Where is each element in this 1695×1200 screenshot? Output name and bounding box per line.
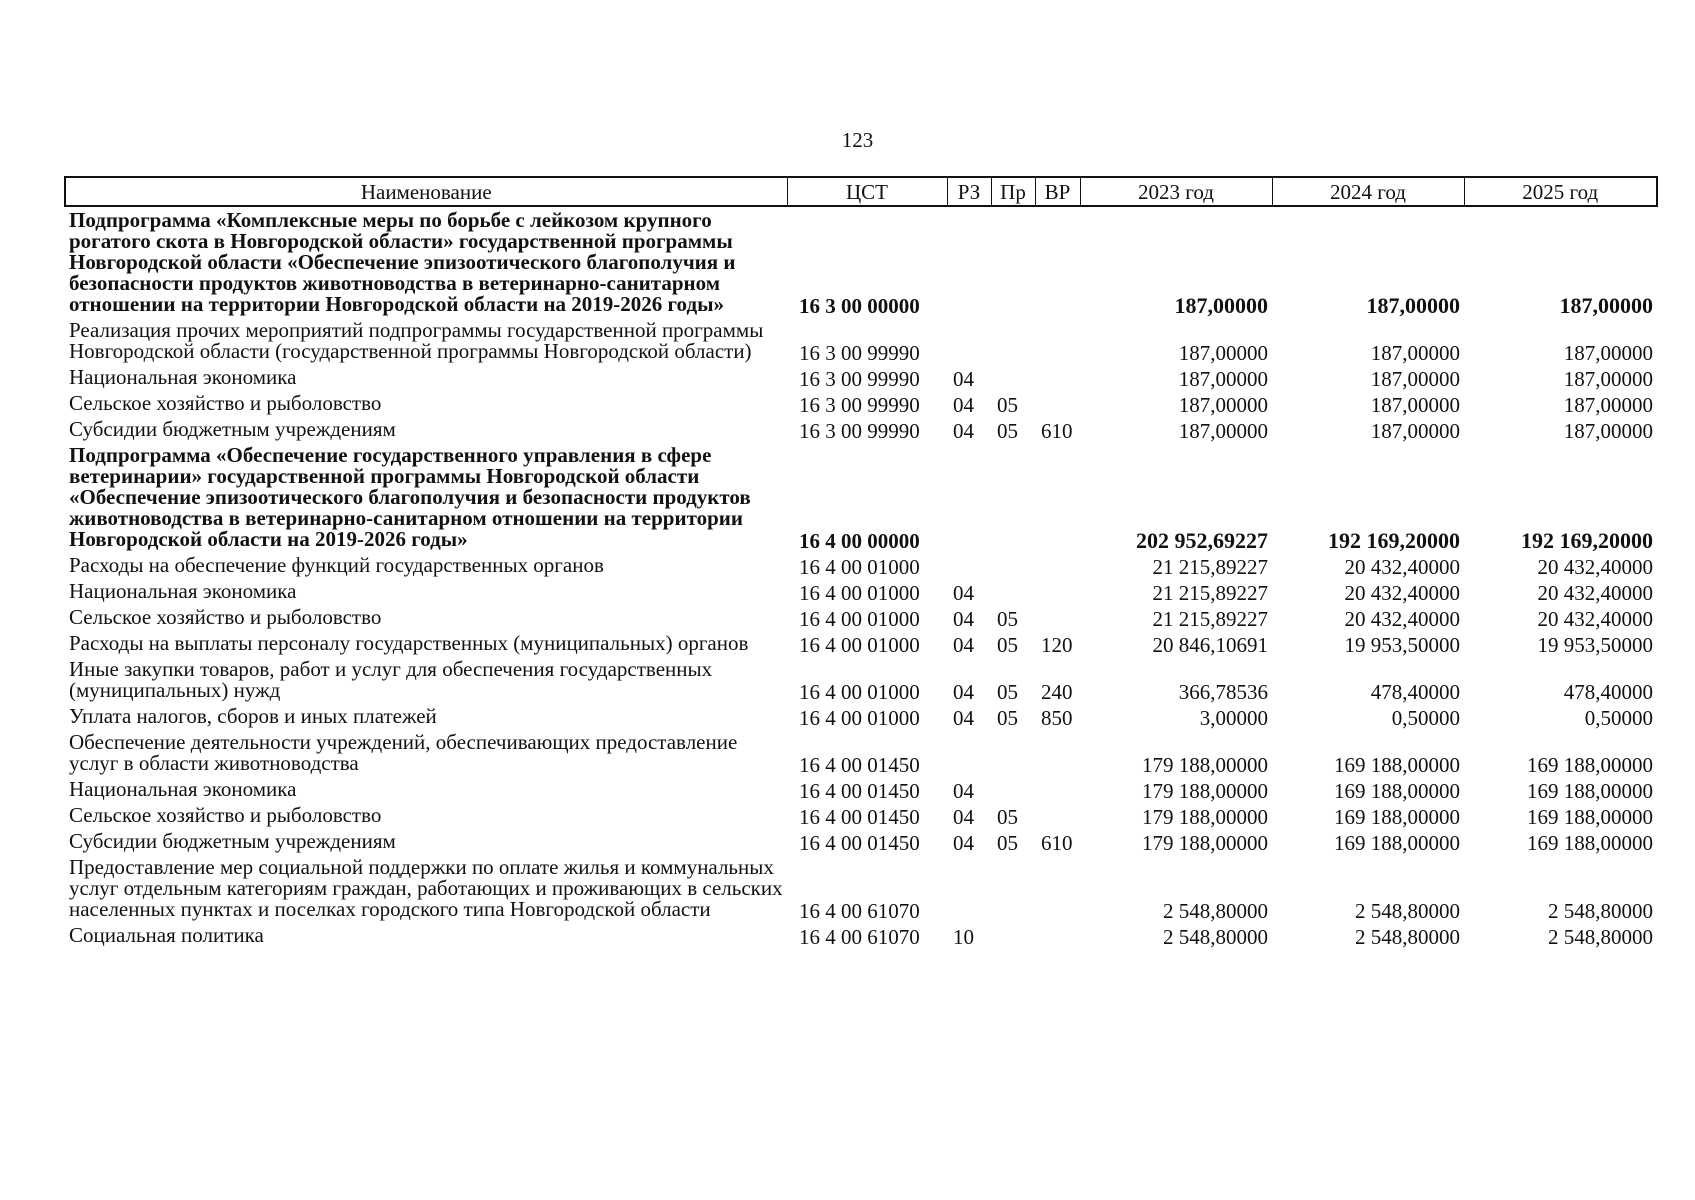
table-row — [65, 604, 1657, 630]
cell-2025: 169 188,00000 — [1527, 831, 1653, 855]
cell-2025: 187,00000 — [1563, 393, 1653, 417]
cell-2023: 21 215,89227 — [1152, 581, 1268, 605]
cell-name: Сельское хозяйство и рыболовство — [69, 391, 382, 415]
cell-rz — [947, 206, 991, 317]
table-header-row — [65, 177, 1657, 206]
cell-2024: 0,50000 — [1391, 706, 1460, 730]
table-row — [65, 317, 1657, 364]
cell-2024: 169 188,00000 — [1334, 831, 1460, 855]
cell-2025: 2 548,80000 — [1548, 899, 1653, 923]
cell-2024: 169 188,00000 — [1334, 805, 1460, 829]
cell-vr — [1035, 317, 1080, 364]
header-2024: 2024 год — [1272, 177, 1464, 206]
cell-2023: 20 846,10691 — [1152, 633, 1268, 657]
cell-rz: 04 — [953, 581, 974, 605]
cell-2023: 3,00000 — [1199, 706, 1268, 730]
cell-2025: 187,00000 — [1559, 293, 1653, 318]
cell-vr: 120 — [1041, 633, 1073, 657]
cell-2025: 19 953,50000 — [1537, 633, 1653, 657]
cell-2024: 478,40000 — [1370, 680, 1460, 704]
cell-pr: 05 — [997, 706, 1018, 730]
cell-2024: 192 169,20000 — [1328, 528, 1460, 553]
cell-rz: 04 — [953, 805, 974, 829]
cell-2025: 20 432,40000 — [1537, 607, 1653, 631]
cell-2025: 187,00000 — [1563, 367, 1653, 391]
cell-pr — [991, 854, 1035, 922]
header-vr: ВР — [1035, 177, 1080, 206]
cell-2023: 2 548,80000 — [1163, 899, 1268, 923]
cell-code: 16 4 00 01450 — [799, 753, 920, 777]
cell-vr — [1035, 578, 1080, 604]
cell-rz — [947, 317, 991, 364]
cell-name: Уплата налогов, сборов и иных платежей — [69, 704, 437, 728]
cell-vr: 240 — [1041, 680, 1073, 704]
cell-rz — [947, 442, 991, 552]
cell-vr — [1035, 390, 1080, 416]
cell-code: 16 3 00 00000 — [799, 294, 920, 318]
cell-2023: 366,78536 — [1178, 680, 1268, 704]
table-row — [65, 578, 1657, 604]
cell-vr — [1035, 604, 1080, 630]
cell-name: Обеспечение деятельности учреждений, обеспечивающих предоставление услуг в области животноводства — [69, 730, 738, 775]
table-row — [65, 776, 1657, 802]
cell-name: Подпрограмма «Обеспечение государственного управления в сфере ветеринарии» государственной программы Новгородской области «Обеспечение эпизоотического благополучия и безопасности продуктов животноводства в ветеринарно-санитарном отношении на территории Новгородской области на 2019-2026 годы» — [69, 443, 751, 551]
table-row — [65, 630, 1657, 656]
cell-vr — [1035, 206, 1080, 317]
cell-2024: 169 188,00000 — [1334, 779, 1460, 803]
cell-pr — [991, 364, 1035, 390]
cell-2024: 2 548,80000 — [1355, 899, 1460, 923]
cell-2023: 187,00000 — [1178, 341, 1268, 365]
cell-2025: 169 188,00000 — [1527, 805, 1653, 829]
table-row — [65, 442, 1657, 552]
cell-2024: 20 432,40000 — [1344, 581, 1460, 605]
table-row — [65, 552, 1657, 578]
cell-pr: 05 — [997, 805, 1018, 829]
cell-2025: 192 169,20000 — [1521, 528, 1653, 553]
table-row — [65, 828, 1657, 854]
cell-2023: 21 215,89227 — [1152, 607, 1268, 631]
cell-code: 16 4 00 61070 — [799, 925, 920, 949]
cell-2023: 2 548,80000 — [1163, 925, 1268, 949]
cell-pr — [991, 552, 1035, 578]
cell-vr — [1035, 776, 1080, 802]
cell-rz: 04 — [953, 367, 974, 391]
cell-pr: 05 — [997, 607, 1018, 631]
cell-rz: 04 — [953, 680, 974, 704]
cell-rz: 04 — [953, 419, 974, 443]
cell-2024: 187,00000 — [1370, 393, 1460, 417]
cell-name: Национальная экономика — [69, 579, 297, 603]
cell-name: Национальная экономика — [69, 365, 297, 389]
table-body — [65, 206, 1657, 948]
cell-pr — [991, 922, 1035, 948]
cell-rz — [947, 552, 991, 578]
cell-2023: 187,00000 — [1174, 293, 1268, 318]
cell-pr — [991, 206, 1035, 317]
table-row — [65, 364, 1657, 390]
cell-code: 16 3 00 99990 — [799, 419, 920, 443]
cell-2023: 179 188,00000 — [1142, 831, 1268, 855]
table-row — [65, 922, 1657, 948]
cell-code: 16 3 00 99990 — [799, 393, 920, 417]
table-row — [65, 390, 1657, 416]
cell-rz — [947, 854, 991, 922]
table-row — [65, 206, 1657, 317]
cell-2023: 187,00000 — [1178, 367, 1268, 391]
header-2025: 2025 год — [1464, 177, 1657, 206]
header-rz: РЗ — [947, 177, 991, 206]
cell-vr — [1035, 552, 1080, 578]
cell-2025: 0,50000 — [1584, 706, 1653, 730]
cell-code: 16 4 00 01000 — [799, 607, 920, 631]
cell-vr: 850 — [1041, 706, 1073, 730]
cell-rz — [947, 729, 991, 776]
cell-rz: 04 — [953, 633, 974, 657]
cell-name: Субсидии бюджетным учреждениям — [69, 829, 396, 853]
cell-code: 16 3 00 99990 — [799, 341, 920, 365]
cell-code: 16 4 00 01000 — [799, 581, 920, 605]
cell-vr: 610 — [1041, 419, 1073, 443]
header-name: Наименование — [65, 177, 787, 206]
cell-name: Подпрограмма «Комплексные меры по борьбе с лейкозом крупного рогатого скота в Новгородской области» государственной программы Новгородской области «Обеспечение эпизоотического благополучия и безопасности продуктов животноводства в ветеринарно-санитарном отношении на территории Новгородской области на 2019-2026 годы» — [69, 208, 736, 316]
cell-2023: 187,00000 — [1178, 419, 1268, 443]
table-row — [65, 656, 1657, 703]
cell-2025: 2 548,80000 — [1548, 925, 1653, 949]
cell-vr — [1035, 729, 1080, 776]
cell-pr: 05 — [997, 419, 1018, 443]
cell-code: 16 4 00 01000 — [799, 633, 920, 657]
cell-pr — [991, 776, 1035, 802]
cell-name: Социальная политика — [69, 923, 264, 947]
cell-name: Субсидии бюджетным учреждениям — [69, 417, 396, 441]
cell-2025: 187,00000 — [1563, 341, 1653, 365]
cell-2025: 20 432,40000 — [1537, 555, 1653, 579]
table-row — [65, 703, 1657, 729]
cell-rz: 04 — [953, 393, 974, 417]
cell-2024: 20 432,40000 — [1344, 607, 1460, 631]
page-number: 123 — [841, 128, 874, 152]
cell-2023: 21 215,89227 — [1152, 555, 1268, 579]
cell-2023: 179 188,00000 — [1142, 779, 1268, 803]
cell-name: Сельское хозяйство и рыболовство — [69, 803, 382, 827]
cell-2024: 2 548,80000 — [1355, 925, 1460, 949]
header-code: ЦСТ — [787, 177, 947, 206]
cell-code: 16 4 00 01450 — [799, 831, 920, 855]
cell-code: 16 4 00 01450 — [799, 779, 920, 803]
cell-2024: 20 432,40000 — [1344, 555, 1460, 579]
cell-vr — [1035, 922, 1080, 948]
cell-pr — [991, 729, 1035, 776]
cell-code: 16 4 00 00000 — [799, 529, 920, 553]
cell-2024: 187,00000 — [1370, 419, 1460, 443]
cell-name: Расходы на обеспечение функций государственных органов — [69, 553, 604, 577]
cell-2024: 169 188,00000 — [1334, 753, 1460, 777]
table-row — [65, 802, 1657, 828]
cell-pr — [991, 317, 1035, 364]
cell-rz: 04 — [953, 706, 974, 730]
cell-vr — [1035, 802, 1080, 828]
cell-rz: 04 — [953, 779, 974, 803]
cell-code: 16 4 00 61070 — [799, 899, 920, 923]
cell-pr — [991, 578, 1035, 604]
cell-code: 16 4 00 01000 — [799, 706, 920, 730]
cell-name: Предоставление мер социальной поддержки по оплате жилья и коммунальных услуг отдельным категориям граждан, работающих и проживающих в сельских населенных пунктах и поселках городского типа Новгородской области — [69, 855, 783, 921]
cell-code: 16 4 00 01000 — [799, 680, 920, 704]
cell-vr — [1035, 364, 1080, 390]
cell-rz: 04 — [953, 607, 974, 631]
cell-2023: 187,00000 — [1178, 393, 1268, 417]
table-row — [65, 854, 1657, 922]
cell-2023: 202 952,69227 — [1136, 528, 1268, 553]
header-pr: Пр — [991, 177, 1035, 206]
cell-2024: 187,00000 — [1370, 341, 1460, 365]
cell-2025: 187,00000 — [1563, 419, 1653, 443]
cell-2025: 20 432,40000 — [1537, 581, 1653, 605]
table-row — [65, 416, 1657, 442]
cell-name: Расходы на выплаты персоналу государственных (муниципальных) органов — [69, 631, 749, 655]
cell-2024: 187,00000 — [1366, 293, 1460, 318]
cell-name: Реализация прочих мероприятий подпрограммы государственной программы Новгородской области (государственной программы Новгородской области) — [69, 318, 764, 363]
cell-2025: 169 188,00000 — [1527, 753, 1653, 777]
cell-vr — [1035, 854, 1080, 922]
cell-name: Сельское хозяйство и рыболовство — [69, 605, 382, 629]
header-2023: 2023 год — [1080, 177, 1272, 206]
cell-2024: 187,00000 — [1370, 367, 1460, 391]
cell-code: 16 4 00 01000 — [799, 555, 920, 579]
cell-pr: 05 — [997, 633, 1018, 657]
table-row — [65, 729, 1657, 776]
cell-2025: 169 188,00000 — [1527, 779, 1653, 803]
budget-table — [64, 176, 1658, 948]
cell-code: 16 4 00 01450 — [799, 805, 920, 829]
cell-code: 16 3 00 99990 — [799, 367, 920, 391]
cell-pr: 05 — [997, 393, 1018, 417]
cell-rz: 10 — [953, 925, 974, 949]
cell-vr — [1035, 442, 1080, 552]
cell-rz: 04 — [953, 831, 974, 855]
cell-2025: 478,40000 — [1563, 680, 1653, 704]
cell-pr: 05 — [997, 831, 1018, 855]
cell-name: Иные закупки товаров, работ и услуг для обеспечения государственных (муниципальных) нужд — [69, 657, 713, 702]
cell-vr: 610 — [1041, 831, 1073, 855]
cell-2024: 19 953,50000 — [1344, 633, 1460, 657]
cell-2023: 179 188,00000 — [1142, 753, 1268, 777]
cell-name: Национальная экономика — [69, 777, 297, 801]
cell-pr — [991, 442, 1035, 552]
cell-pr: 05 — [997, 680, 1018, 704]
cell-2023: 179 188,00000 — [1142, 805, 1268, 829]
